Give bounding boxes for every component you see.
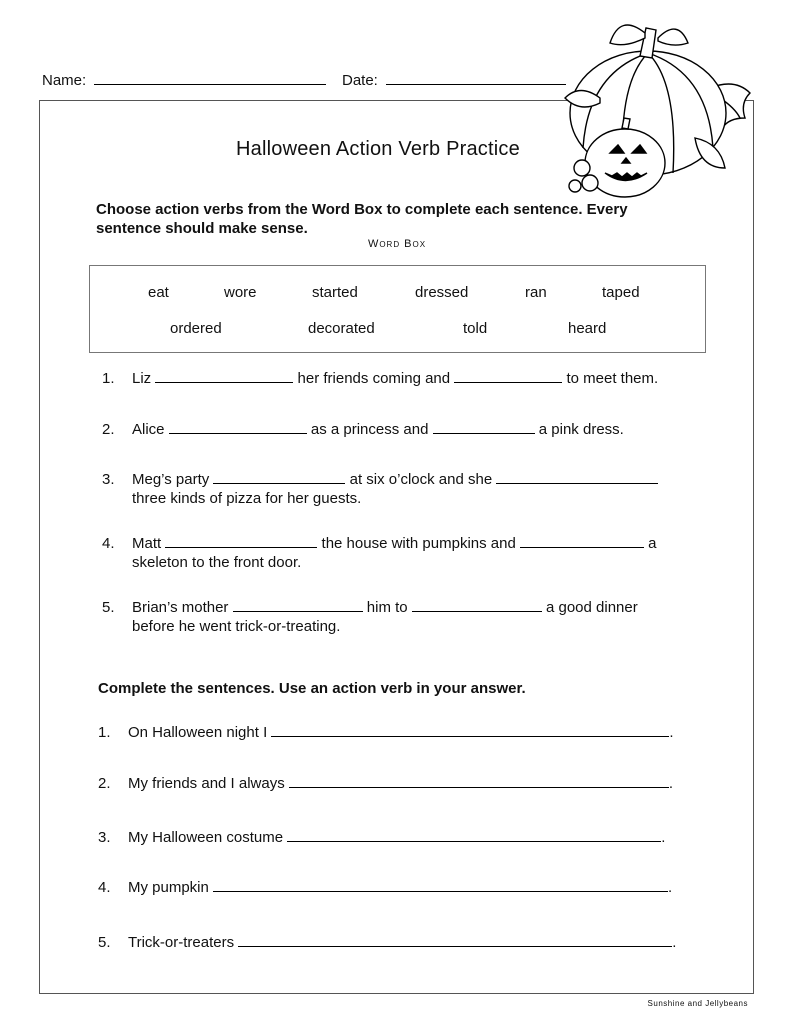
sentence-text: a bbox=[648, 535, 657, 552]
answer-blank[interactable] bbox=[289, 774, 669, 788]
sentence-line bbox=[132, 470, 658, 489]
sentence-line bbox=[132, 420, 624, 439]
sentence-line bbox=[132, 369, 658, 388]
answer-blank[interactable] bbox=[213, 878, 668, 892]
word-box-word: eat bbox=[148, 284, 169, 301]
sentence-text: Alice bbox=[132, 421, 165, 438]
sentence-period: . bbox=[668, 775, 674, 792]
sentence-line bbox=[132, 534, 657, 553]
sentence-text: Liz bbox=[132, 370, 152, 387]
word-box-word: heard bbox=[568, 320, 607, 337]
sentence-text: to meet them. bbox=[566, 370, 659, 387]
sentence-line bbox=[128, 774, 673, 793]
name-blank[interactable] bbox=[94, 70, 326, 85]
date-blank[interactable] bbox=[386, 70, 566, 85]
sentence-line bbox=[128, 933, 676, 952]
sentence-text: Trick-or-treaters bbox=[128, 934, 235, 951]
answer-blank[interactable] bbox=[233, 598, 363, 612]
sentence-continuation: before he went trick-or-treating. bbox=[132, 618, 341, 635]
sentence-text: On Halloween night I bbox=[128, 724, 268, 741]
sentence-text: My Halloween costume bbox=[128, 829, 284, 846]
sentence-number: 2. bbox=[98, 775, 111, 792]
pumpkin-illustration-icon bbox=[560, 18, 755, 198]
date-label: Date: bbox=[342, 72, 378, 89]
sentence-number: 3. bbox=[102, 471, 115, 488]
word-box-word: ran bbox=[525, 284, 547, 301]
sentence-continuation: skeleton to the front door. bbox=[132, 554, 302, 571]
word-box-word: wore bbox=[224, 284, 257, 301]
answer-blank[interactable] bbox=[271, 723, 669, 737]
answer-blank[interactable] bbox=[496, 470, 658, 484]
answer-blank[interactable] bbox=[287, 828, 661, 842]
answer-blank[interactable] bbox=[213, 470, 345, 484]
word-box-word: decorated bbox=[308, 320, 375, 337]
sentence-text: Brian’s mother bbox=[132, 599, 229, 616]
part2-instructions: Complete the sentences. Use an action verb in your answer. bbox=[98, 680, 526, 697]
part1-instructions: Choose action verbs from the Word Box to complete each sentence. Every sentence should make sense. bbox=[96, 201, 628, 237]
answer-blank[interactable] bbox=[412, 598, 542, 612]
sentence-text: as a princess and bbox=[310, 421, 429, 438]
sentence-text: the house with pumpkins and bbox=[321, 535, 516, 552]
answer-blank[interactable] bbox=[433, 420, 535, 434]
sentence-text: at six o’clock and she bbox=[349, 471, 493, 488]
answer-blank[interactable] bbox=[520, 534, 644, 548]
word-box-title: Word Box bbox=[367, 238, 427, 250]
sentence-period: . bbox=[669, 724, 674, 741]
sentence-text: Matt bbox=[132, 535, 162, 552]
sentence-text: My friends and I always bbox=[128, 775, 285, 792]
sentence-line bbox=[132, 598, 638, 617]
answer-blank[interactable] bbox=[155, 369, 293, 383]
sentence-text: Meg’s party bbox=[132, 471, 210, 488]
sentence-text: a pink dress. bbox=[538, 421, 624, 438]
answer-blank[interactable] bbox=[169, 420, 307, 434]
word-box bbox=[89, 265, 706, 353]
word-box-word: told bbox=[463, 320, 488, 337]
sentence-number: 5. bbox=[98, 934, 111, 951]
sentence-line bbox=[128, 878, 672, 897]
sentence-number: 5. bbox=[102, 599, 115, 616]
name-field[interactable] bbox=[42, 70, 326, 89]
answer-blank[interactable] bbox=[454, 369, 562, 383]
sentence-number: 2. bbox=[102, 421, 115, 438]
sentence-line bbox=[128, 828, 665, 847]
sentence-continuation: three kinds of pizza for her guests. bbox=[132, 490, 362, 507]
sentence-number: 1. bbox=[102, 370, 115, 387]
answer-blank[interactable] bbox=[165, 534, 317, 548]
sentence-number: 4. bbox=[98, 879, 111, 896]
answer-blank[interactable] bbox=[238, 933, 672, 947]
word-box-word: ordered bbox=[170, 320, 222, 337]
sentence-text: her friends coming and bbox=[297, 370, 451, 387]
sentence-period: . bbox=[668, 879, 673, 896]
sentence-number: 1. bbox=[98, 724, 111, 741]
sentence-text: a good dinner bbox=[545, 599, 638, 616]
sentence-text: him to bbox=[366, 599, 408, 616]
sentence-line bbox=[128, 723, 674, 742]
sentence-text: My pumpkin bbox=[128, 879, 209, 896]
name-label: Name: bbox=[42, 72, 87, 89]
word-box-word: dressed bbox=[415, 284, 469, 301]
page-title: Halloween Action Verb Practice bbox=[236, 138, 520, 160]
date-field[interactable] bbox=[342, 70, 566, 89]
sentence-number: 4. bbox=[102, 535, 115, 552]
sentence-period: . bbox=[661, 829, 666, 846]
word-box-word: taped bbox=[602, 284, 640, 301]
word-box-word: started bbox=[312, 284, 358, 301]
sentence-number: 3. bbox=[98, 829, 111, 846]
footer-credit: Sunshine and Jellybeans bbox=[647, 999, 748, 1008]
sentence-period: . bbox=[672, 934, 677, 951]
